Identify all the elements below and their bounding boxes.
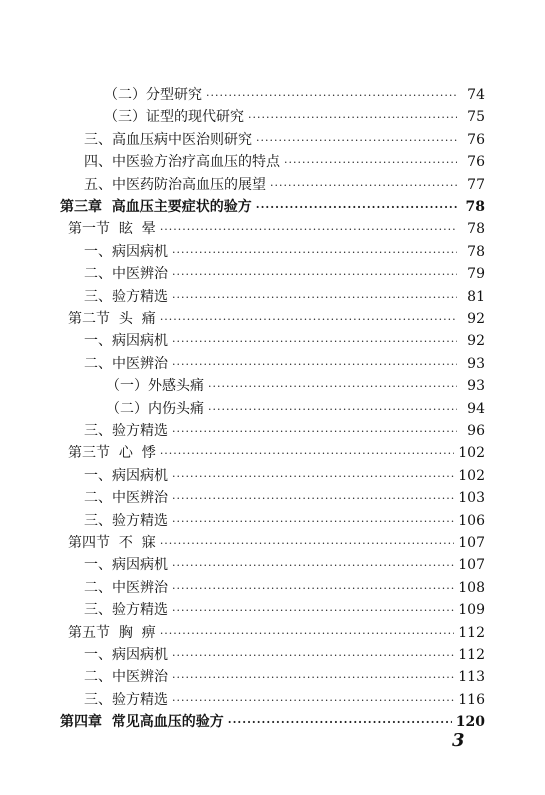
toc-entry-page: 116 [458,691,485,708]
dot-leader [172,242,457,264]
dot-leader [160,219,457,241]
toc-entry [84,263,485,285]
toc-entry-page: 94 [467,400,485,417]
dot-leader [208,376,457,398]
toc-entry [84,420,485,442]
toc-entry-title: 二、中医辨治 [84,490,168,507]
dot-leader [228,712,452,734]
toc-section-entry [68,442,485,464]
dot-leader [160,623,454,645]
dot-leader [172,287,457,309]
toc-entry-page: 93 [467,378,485,395]
toc-entry-title: 一、病因病机 [84,647,168,663]
dot-leader [172,690,454,712]
toc-entry-title: 第四章 常见高血压的验方 [60,714,224,731]
dot-leader [160,309,457,331]
toc-entry-title: 第三节 心 悸 [68,445,156,462]
dot-leader [172,331,457,353]
toc-entry-page: 81 [467,288,485,305]
toc-entry-page: 107 [458,535,485,551]
toc-entry [84,599,485,621]
toc-entry-title: 第四节 不 寐 [68,535,156,551]
toc-entry-title: 三、验方精选 [84,602,168,619]
toc-entry-title: 二、中医辨治 [84,669,168,686]
toc-entry-page: 92 [467,333,485,350]
dot-leader [206,85,457,107]
toc-entry [106,398,485,420]
toc-entry-page: 78 [465,199,485,215]
dot-leader [248,107,457,129]
page-number: 3 [452,730,465,751]
toc-entry-page: 106 [458,512,485,529]
toc-entry-title: 二、中医辨治 [84,266,168,283]
toc-entry [104,106,485,128]
toc-entry [84,554,485,576]
toc-entry-page: 102 [458,445,485,462]
toc-entry-title: 第一节 眩 晕 [68,221,156,238]
dot-leader [172,667,454,689]
toc-entry-title: 三、验方精选 [84,288,168,305]
dot-leader [172,421,457,443]
toc-entry-title: （一）外感头痛 [106,378,204,395]
dot-leader [160,533,454,555]
toc-entry-title: 一、病因病机 [84,243,168,260]
toc-section-entry [68,622,485,644]
toc-entry-page: 76 [467,131,485,148]
dot-leader [172,578,454,600]
toc-entry-title: 三、高血压病中医治则研究 [84,131,252,148]
dot-leader [172,511,454,533]
toc-entry-page: 76 [467,154,485,171]
dot-leader [256,130,457,152]
toc-entry-page: 79 [467,266,485,283]
toc-entry-page: 77 [467,176,485,193]
toc-section-entry [68,308,485,330]
toc-entry-page: 103 [458,490,485,507]
toc-entry-title: 二、中医辨治 [84,355,168,372]
dot-leader [160,443,454,465]
toc-entry [84,465,485,487]
dot-leader [172,264,457,286]
toc-entry [84,689,485,711]
toc-entry [84,666,485,688]
toc-entry-page: 74 [467,87,485,103]
toc-chapter-entry [60,711,485,733]
toc-entry [106,375,485,397]
toc-entry-page: 92 [467,311,485,327]
toc-entry-title: 第五节 胸 痹 [68,624,156,641]
toc-entry [84,577,485,599]
toc-entry [84,644,485,666]
toc-entry-page: 102 [458,467,485,484]
dot-leader [284,152,457,174]
toc-entry-title: 一、病因病机 [84,333,168,350]
dot-leader [172,645,454,667]
dot-leader [208,399,457,421]
toc-entry [84,330,485,352]
toc-entry-title: 第二节 头 痛 [68,311,156,327]
toc-entry-page: 109 [458,602,485,619]
toc-entry [84,510,485,532]
toc-chapter-entry [60,196,485,218]
toc-entry-page: 112 [458,624,485,641]
dot-leader [172,555,454,577]
toc-section-entry [68,532,485,554]
toc-entry [84,129,485,151]
toc-entry-title: 三、验方精选 [84,512,168,529]
toc-entry-title: 二、中医辨治 [84,579,168,596]
toc-entry [104,84,485,106]
toc-entry [84,487,485,509]
toc-entry-title: （二）分型研究 [104,87,202,103]
dot-leader [172,354,457,376]
dot-leader [256,197,457,219]
toc-entry [84,241,485,263]
toc-entry [84,174,485,196]
toc-entry-title: 五、中医药防治高血压的展望 [84,176,266,193]
toc-entry-page: 75 [467,109,485,126]
toc-entry-page: 108 [458,579,485,596]
dot-leader [172,488,454,510]
toc-entry-page: 120 [455,714,485,731]
toc-entry-title: 一、病因病机 [84,467,168,484]
dot-leader [172,466,454,488]
toc-entry [84,286,485,308]
toc-entry-page: 93 [467,355,485,372]
toc-entry-page: 113 [458,669,485,686]
toc-entry-page: 112 [458,647,485,663]
dot-leader [270,175,457,197]
toc-section-entry [68,218,485,240]
toc-entry-page: 96 [467,423,485,439]
toc-entry-page: 78 [467,221,485,238]
dot-leader [172,600,454,622]
toc-entry-title: 四、中医验方治疗高血压的特点 [84,154,280,171]
toc-entry-page: 107 [458,557,485,574]
toc-entry-title: 三、验方精选 [84,691,168,708]
toc-entry-title: 第三章 高血压主要症状的验方 [60,199,252,215]
toc-entry [84,151,485,173]
toc-entry-title: （二）内伤头痛 [106,400,204,417]
toc-entry-title: 一、病因病机 [84,557,168,574]
toc-entry-title: （三）证型的现代研究 [104,109,244,126]
toc-entry-page: 78 [467,243,485,260]
toc-entry-title: 三、验方精选 [84,423,168,439]
toc-entry [84,353,485,375]
